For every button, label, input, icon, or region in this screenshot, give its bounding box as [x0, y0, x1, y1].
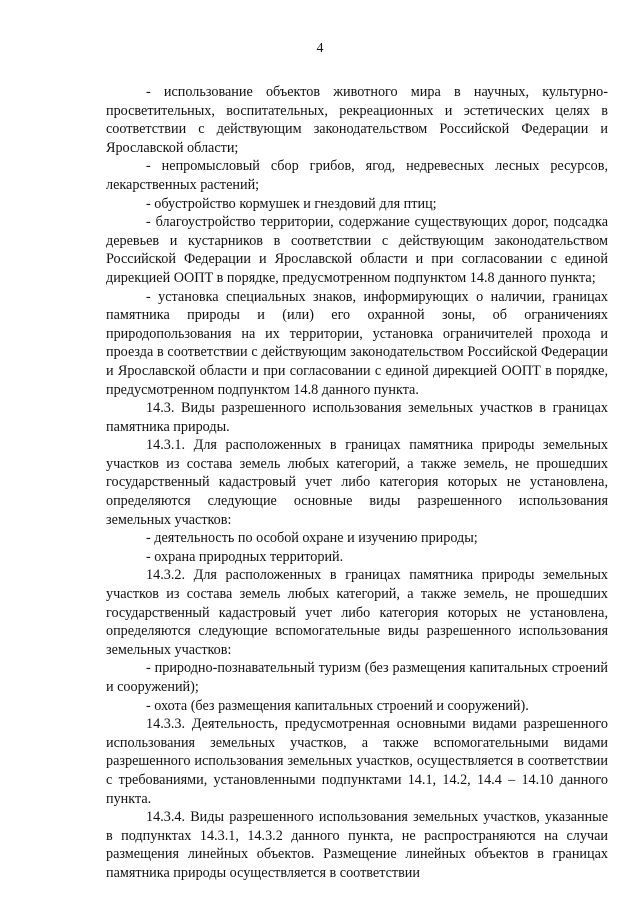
paragraph-tourism: - природно-познавательный туризм (без размещения капитальных строений и сооружений); [106, 660, 608, 695]
paragraph-hunting: - охота (без размещения капитальных строений и сооружений). [146, 697, 529, 714]
document-body [106, 83, 608, 883]
paragraph-14-3-4: 14.3.4. Виды разрешенного использования земельных участков, указанные в подпунктах 14.3.1, 14.3.2 данного пункта, не распространяются на случаи размещения линейных объектов. Размещение линейных объектов в границах памятника природы осуществляется в соответствии [106, 809, 608, 881]
paragraph-14-3-3: 14.3.3. Деятельность, предусмотренная основными видами разрешенного использования земельных участков, а также вспомогательными видами разрешенного использования земельных участков, осуществляется в соответствии с требованиями, установленными подпунктами 14.1, 14.2, 14.4 – 14.10 данного пункта. [106, 716, 608, 807]
paragraph-landscaping: - благоустройство территории, содержание существующих дорог, подсадка деревьев и кустарников в соответствии с действующим законодательством Российской Федерации и Ярославской области и при согласовании с единой дирекцией ООПТ в порядке, предусмотренном подпунктом 14.8 данного пункта; [106, 214, 608, 286]
paragraph-nature-protection: - деятельность по особой охране и изучению природы; [146, 530, 478, 547]
paragraph-14-3: 14.3. Виды разрешенного использования земельных участков в границах памятника природы. [106, 400, 608, 435]
paragraph-territory-protection: - охрана природных территорий. [146, 548, 344, 565]
paragraph-14-3-1: 14.3.1. Для расположенных в границах памятника природы земельных участков из состава земель любых категорий, а также земель, не прошедших государственный кадастровый учет либо категория которых не установлена, определяются следующие основные виды разрешенного использования земельных участков: [106, 437, 608, 528]
paragraph-gathering: - непромысловый сбор грибов, ягод, недревесных лесных ресурсов, лекарственных растений; [106, 158, 608, 193]
paragraph-wildlife-use: - использование объектов животного мира в научных, культурно-просветительных, воспитательных, рекреационных и эстетических целях в соответствии с действующим законодательством Российской Федерации и Ярославской области; [106, 84, 608, 156]
page-number: 4 [316, 41, 324, 56]
paragraph-14-3-2: 14.3.2. Для расположенных в границах памятника природы земельных участков из состава земель любых категорий, а также земель, не прошедших государственный кадастровый учет либо категория которых не установлена, определяются следующие вспомогательные виды разрешенного использования земельных участков: [106, 567, 608, 658]
paragraph-bird-feeders: - обустройство кормушек и гнездовий для птиц; [146, 195, 437, 212]
paragraph-signs: - установка специальных знаков, информирующих о наличии, границах памятника природы и (или) его охранной зоны, об ограничениях природопользования на их территории, установка ограничителей прохода и проезда в соответствии с действующим законодательством Российской Федерации и Ярославской области и при согласовании с единой дирекцией ООПТ в порядке, предусмотренном подпунктом 14.8 данного пункта. [106, 288, 608, 398]
